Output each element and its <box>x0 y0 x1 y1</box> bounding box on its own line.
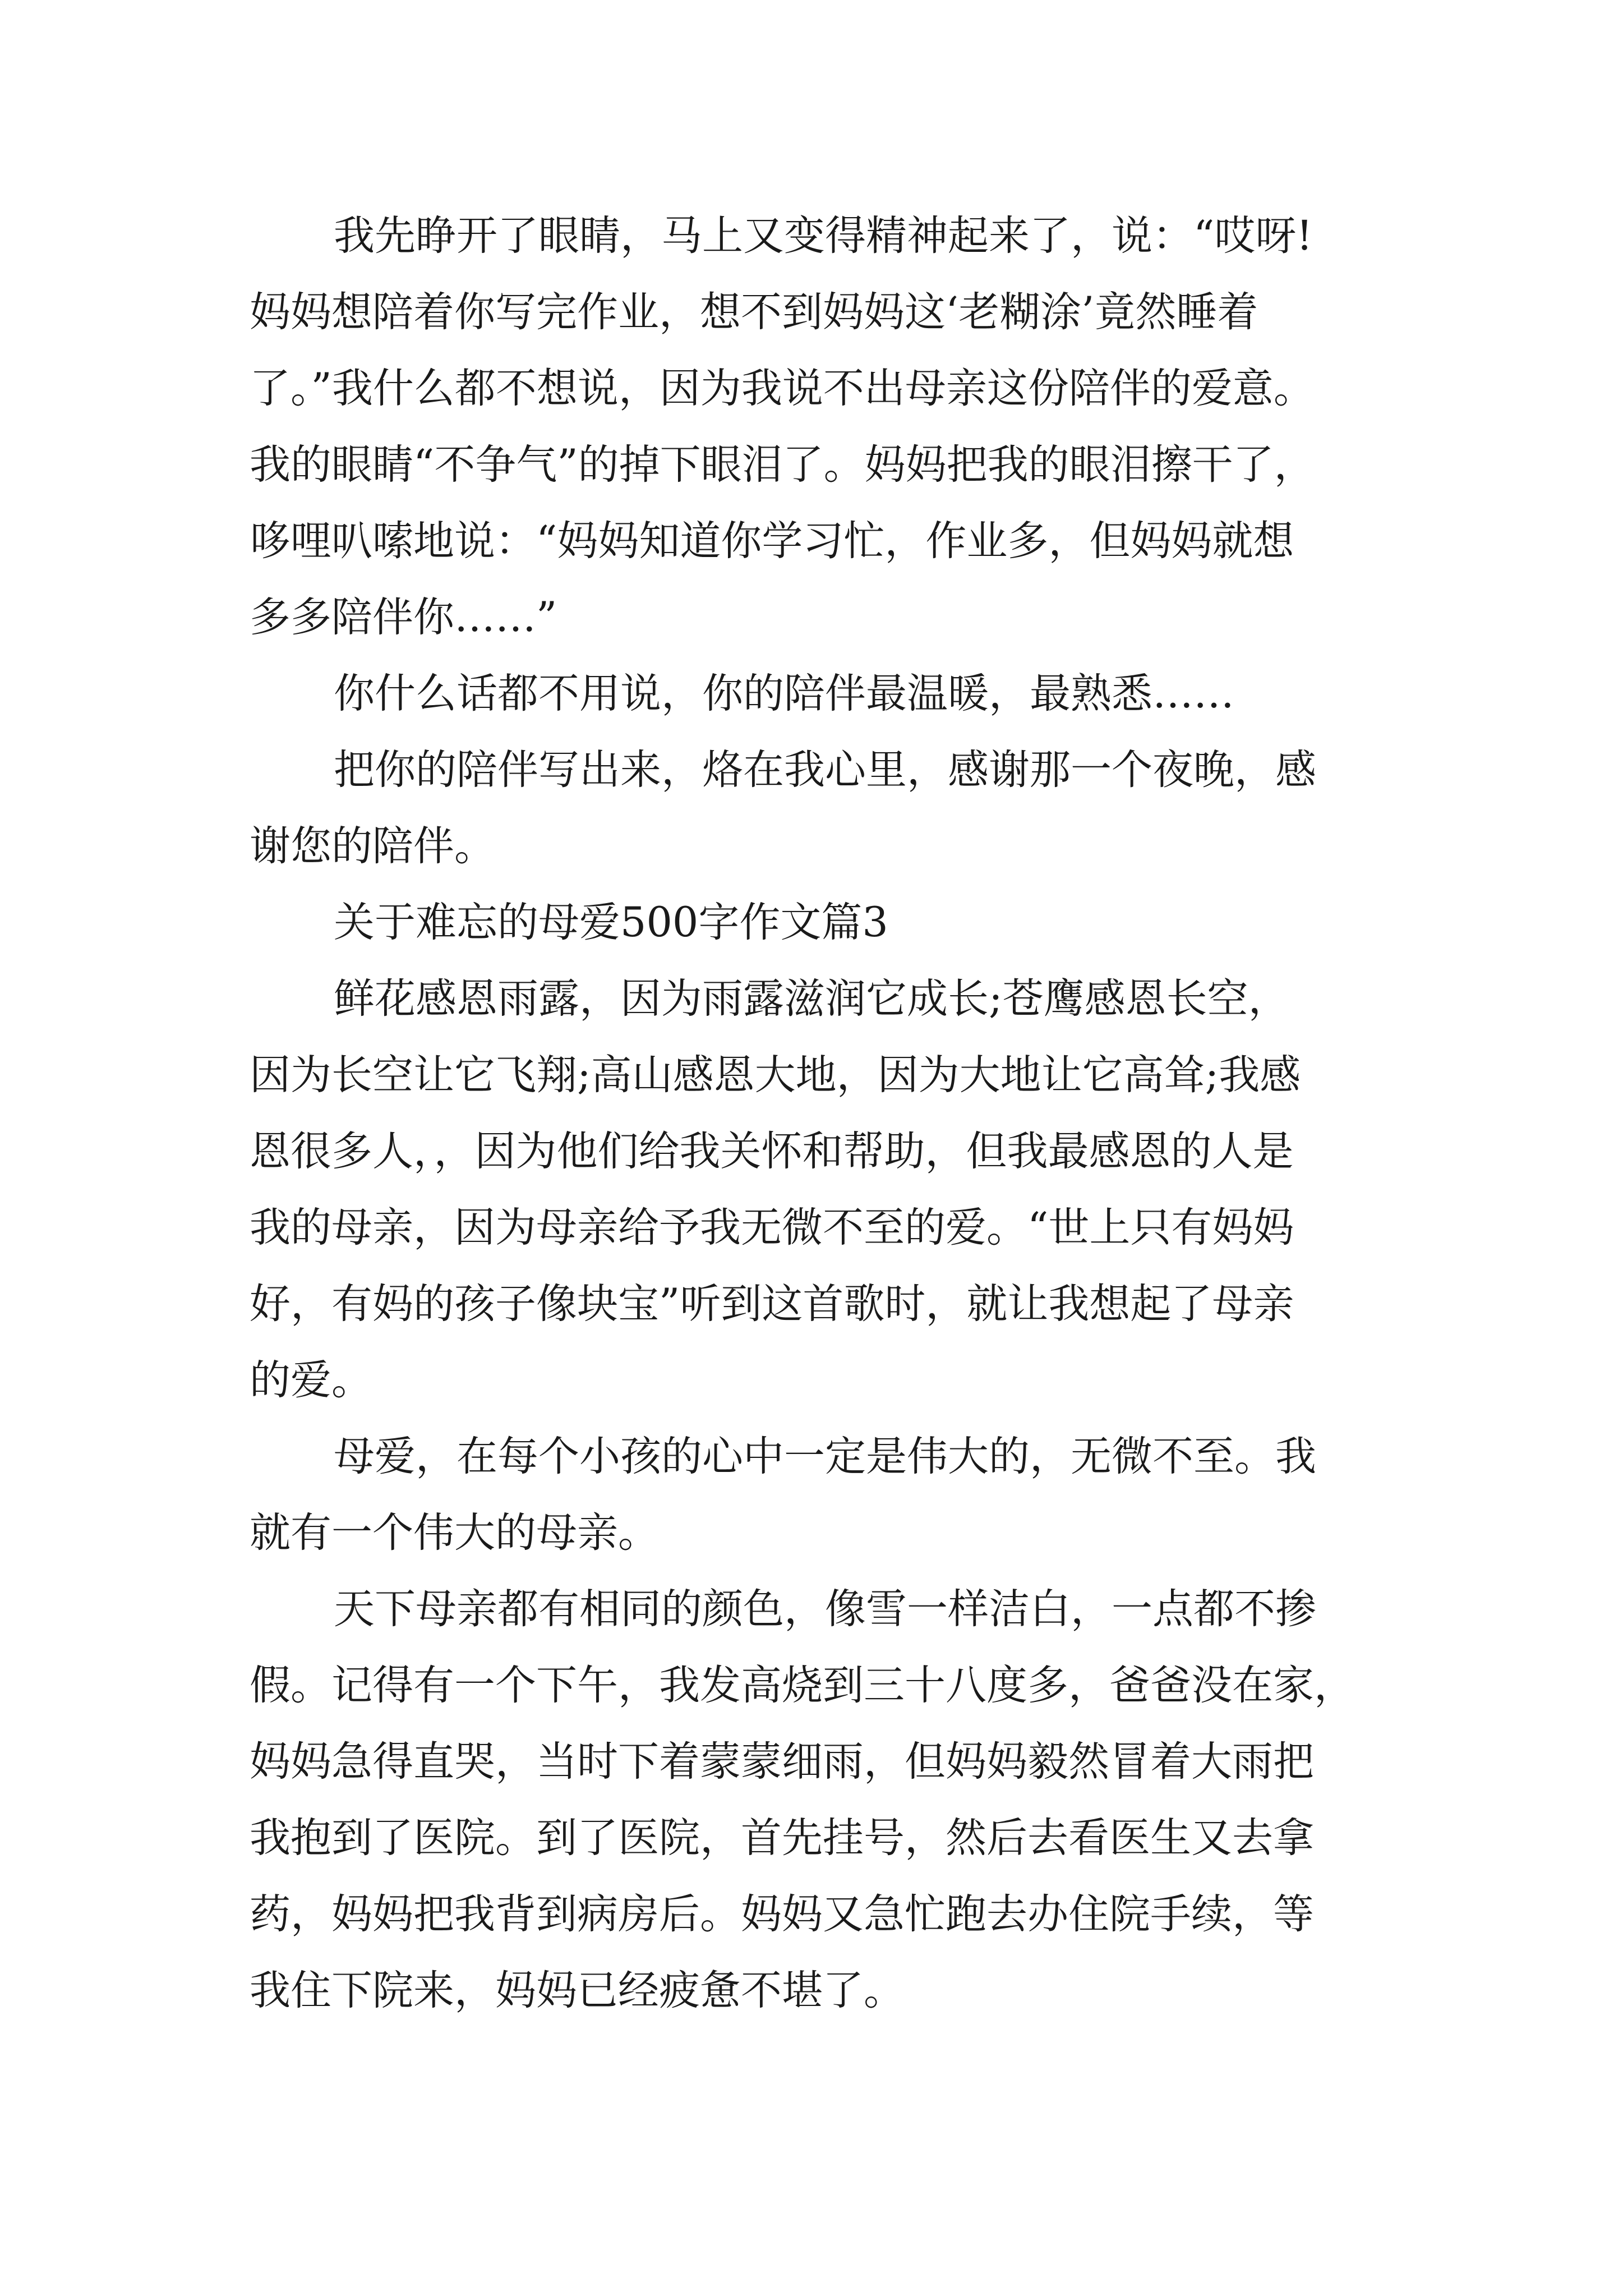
paragraph <box>250 1571 1388 2029</box>
text-line: 多多陪伴你……” <box>250 593 557 641</box>
text-line: 药，妈妈把我背到病房后。妈妈又急忙跑去办住院手续，等 <box>250 1890 1314 1938</box>
text-line: 妈妈急得直哭，当时下着蒙蒙细雨，但妈妈毅然冒着大雨把 <box>250 1738 1314 1786</box>
paragraph <box>250 732 1388 885</box>
text-line: 把你的陪伴写出来，烙在我心里，感谢那一个夜晚，感 <box>334 746 1316 794</box>
paragraph <box>250 961 1388 1419</box>
text-line: 天下母亲都有相同的颜色，像雪一样洁白，一点都不掺 <box>334 1585 1316 1633</box>
text-line: 我的母亲，因为母亲给予我无微不至的爱。“世上只有妈妈 <box>250 1204 1294 1251</box>
text-line: 我住下院来，妈妈已经疲惫不堪了。 <box>250 1967 905 2014</box>
text-line: 哆哩叭嗦地说：“妈妈知道你学习忙，作业多，但妈妈就想 <box>250 517 1294 565</box>
text-line: 的爱。 <box>250 1356 372 1404</box>
text-line: 鲜花感恩雨露，因为雨露滋润它成长;苍鹰感恩长空， <box>334 975 1289 1023</box>
text-line: 母爱，在每个小孩的心中一定是伟大的，无微不至。我 <box>334 1433 1316 1480</box>
text-line: 我先睁开了眼睛，马上又变得精神起来了，说：“哎呀! <box>334 212 1313 260</box>
text-line: 妈妈想陪着你写完作业，想不到妈妈这‘老糊涂’竟然睡着 <box>250 288 1258 336</box>
text-line: 恩很多人，，因为他们给我关怀和帮助，但我最感恩的人是 <box>250 1128 1294 1175</box>
text-line: 好，有妈的孩子像块宝”听到这首歌时，就让我想起了母亲 <box>250 1280 1294 1328</box>
text-line: 我抱到了医院。到了医院，首先挂号，然后去看医生又去拿 <box>250 1814 1314 1862</box>
document-body <box>250 198 1388 2029</box>
section-heading <box>250 885 1388 961</box>
paragraph <box>250 656 1388 732</box>
paragraph <box>250 1419 1388 1571</box>
text-line: 就有一个伟大的母亲。 <box>250 1509 659 1557</box>
text-line: 我的眼睛“不争气”的掉下眼泪了。妈妈把我的眼泪擦干了， <box>250 441 1315 489</box>
text-line: 假。记得有一个下午，我发高烧到三十八度多，爸爸没在家， <box>250 1662 1355 1709</box>
text-line: 因为长空让它飞翔;高山感恩大地，因为大地让它高耸;我感 <box>250 1051 1301 1099</box>
text-line: 了。”我什么都不想说，因为我说不出母亲这份陪伴的爱意。 <box>250 365 1315 412</box>
text-line: 谢您的陪伴。 <box>250 822 495 870</box>
paragraph <box>250 198 1388 656</box>
heading-line: 关于难忘的母爱500字作文篇3 <box>334 899 888 946</box>
text-line: 你什么话都不用说，你的陪伴最温暖，最熟悉…… <box>334 670 1234 717</box>
